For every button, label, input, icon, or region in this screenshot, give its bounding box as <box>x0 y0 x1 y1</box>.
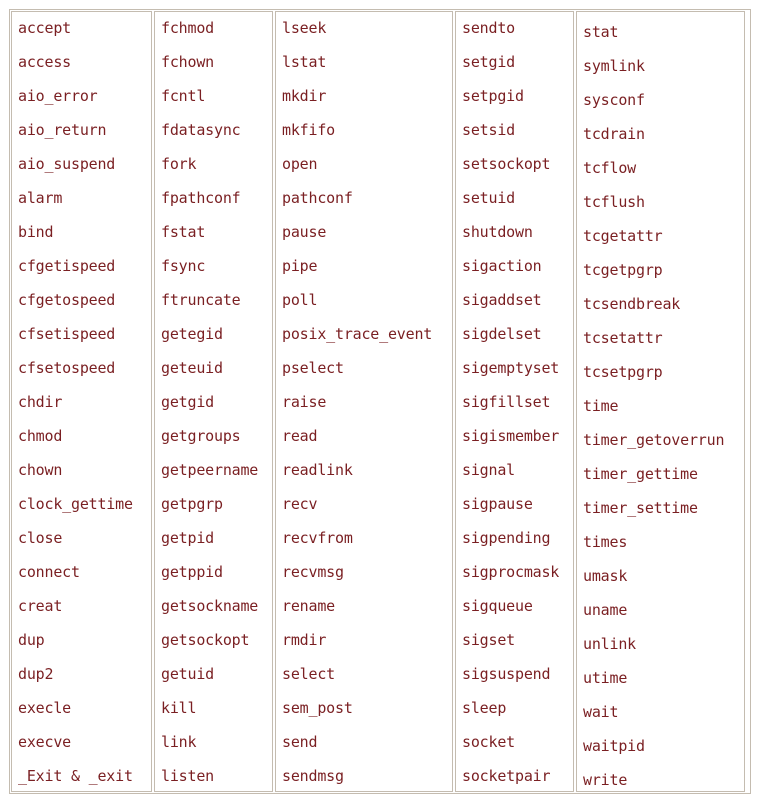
function-name-cell: cfgetospeed <box>18 291 116 309</box>
function-name-cell: cfsetospeed <box>18 359 116 377</box>
function-name-cell: fork <box>161 155 197 173</box>
table-column-4 <box>455 11 574 792</box>
function-name-cell: readlink <box>282 461 353 479</box>
function-name-cell: posix_trace_event <box>282 325 433 343</box>
function-name-cell: close <box>18 529 63 547</box>
function-name-cell: listen <box>161 767 214 785</box>
function-name-cell: access <box>18 53 71 71</box>
function-name-cell: sleep <box>462 699 507 717</box>
function-name-cell: mkdir <box>282 87 327 105</box>
function-name-cell: link <box>161 733 197 751</box>
function-name-cell: aio_return <box>18 121 107 139</box>
function-name-cell: signal <box>462 461 515 479</box>
function-name-cell: sigsuspend <box>462 665 551 683</box>
function-name-cell: getpid <box>161 529 214 547</box>
function-name-cell: sigpending <box>462 529 551 547</box>
function-name-cell: wait <box>583 703 619 721</box>
function-name-cell: open <box>282 155 318 173</box>
function-name-cell: socket <box>462 733 515 751</box>
function-name-cell: umask <box>583 567 628 585</box>
table-column-1 <box>11 11 152 792</box>
function-name-cell: _Exit & _exit <box>18 767 133 785</box>
function-name-cell: chown <box>18 461 63 479</box>
function-name-cell: sigaction <box>462 257 542 275</box>
function-name-cell: getuid <box>161 665 214 683</box>
function-name-cell: execle <box>18 699 71 717</box>
function-name-cell: lseek <box>282 19 327 37</box>
function-name-cell: fdatasync <box>161 121 241 139</box>
function-name-cell: sigset <box>462 631 515 649</box>
function-name-cell: getsockname <box>161 597 259 615</box>
function-name-cell: bind <box>18 223 54 241</box>
function-name-cell: sigismember <box>462 427 560 445</box>
function-name-cell: sigemptyset <box>462 359 560 377</box>
function-name-cell: sysconf <box>583 91 645 109</box>
function-name-cell: setgid <box>462 53 515 71</box>
function-name-cell: timer_gettime <box>583 465 698 483</box>
function-table <box>9 9 751 794</box>
function-name-cell: sigpause <box>462 495 533 513</box>
function-name-cell: sigqueue <box>462 597 533 615</box>
function-name-cell: dup <box>18 631 45 649</box>
function-name-cell: sendto <box>462 19 515 37</box>
function-name-cell: sem_post <box>282 699 353 717</box>
function-name-cell: sigdelset <box>462 325 542 343</box>
function-name-cell: tcgetpgrp <box>583 261 663 279</box>
function-name-cell: time <box>583 397 619 415</box>
function-name-cell: unlink <box>583 635 636 653</box>
function-name-cell: recvmsg <box>282 563 344 581</box>
function-name-cell: fchmod <box>161 19 214 37</box>
function-name-cell: getpeername <box>161 461 259 479</box>
function-name-cell: recv <box>282 495 318 513</box>
function-name-cell: setpgid <box>462 87 524 105</box>
function-name-cell: sigprocmask <box>462 563 560 581</box>
function-name-cell: sigfillset <box>462 393 551 411</box>
function-name-cell: clock_gettime <box>18 495 133 513</box>
function-name-cell: timer_settime <box>583 499 698 517</box>
function-name-cell: setsockopt <box>462 155 551 173</box>
function-name-cell: accept <box>18 19 71 37</box>
function-name-cell: fcntl <box>161 87 206 105</box>
function-name-cell: poll <box>282 291 318 309</box>
function-name-cell: execve <box>18 733 71 751</box>
function-name-cell: tcgetattr <box>583 227 663 245</box>
table-column-5 <box>576 11 745 792</box>
function-name-cell: stat <box>583 23 619 41</box>
function-name-cell: aio_suspend <box>18 155 116 173</box>
function-name-cell: uname <box>583 601 628 619</box>
function-name-cell: kill <box>161 699 197 717</box>
function-name-cell: raise <box>282 393 327 411</box>
function-name-cell: geteuid <box>161 359 223 377</box>
function-name-cell: alarm <box>18 189 63 207</box>
function-name-cell: pselect <box>282 359 344 377</box>
function-name-cell: write <box>583 771 628 789</box>
function-name-cell: pathconf <box>282 189 353 207</box>
table-column-3 <box>275 11 453 792</box>
function-name-cell: aio_error <box>18 87 98 105</box>
function-name-cell: times <box>583 533 628 551</box>
function-name-cell: utime <box>583 669 628 687</box>
function-name-cell: tcsendbreak <box>583 295 681 313</box>
function-name-cell: getgid <box>161 393 214 411</box>
function-name-cell: socketpair <box>462 767 551 785</box>
function-name-cell: mkfifo <box>282 121 335 139</box>
function-name-cell: tcflush <box>583 193 645 211</box>
table-column-2 <box>154 11 273 792</box>
function-name-cell: fsync <box>161 257 206 275</box>
function-name-cell: tcflow <box>583 159 636 177</box>
function-name-cell: fstat <box>161 223 206 241</box>
function-name-cell: getgroups <box>161 427 241 445</box>
function-name-cell: send <box>282 733 318 751</box>
function-name-cell: chmod <box>18 427 63 445</box>
function-name-cell: select <box>282 665 335 683</box>
function-name-cell: setuid <box>462 189 515 207</box>
function-name-cell: sendmsg <box>282 767 344 785</box>
function-name-cell: read <box>282 427 318 445</box>
function-name-cell: getppid <box>161 563 223 581</box>
function-name-cell: symlink <box>583 57 645 75</box>
function-name-cell: tcsetattr <box>583 329 663 347</box>
function-name-cell: pipe <box>282 257 318 275</box>
function-name-cell: rename <box>282 597 335 615</box>
function-name-cell: rmdir <box>282 631 327 649</box>
function-name-cell: fchown <box>161 53 214 71</box>
function-name-cell: tcdrain <box>583 125 645 143</box>
function-name-cell: pause <box>282 223 327 241</box>
function-name-cell: ftruncate <box>161 291 241 309</box>
function-name-cell: setsid <box>462 121 515 139</box>
function-name-cell: getsockopt <box>161 631 250 649</box>
function-name-cell: creat <box>18 597 63 615</box>
function-name-cell: fpathconf <box>161 189 241 207</box>
function-name-cell: getegid <box>161 325 223 343</box>
function-name-cell: dup2 <box>18 665 54 683</box>
function-name-cell: tcsetpgrp <box>583 363 663 381</box>
function-name-cell: waitpid <box>583 737 645 755</box>
function-name-cell: cfgetispeed <box>18 257 116 275</box>
function-name-cell: timer_getoverrun <box>583 431 725 449</box>
function-name-cell: lstat <box>282 53 327 71</box>
function-name-cell: connect <box>18 563 80 581</box>
function-name-cell: cfsetispeed <box>18 325 116 343</box>
function-name-cell: chdir <box>18 393 63 411</box>
function-name-cell: getpgrp <box>161 495 223 513</box>
function-name-cell: recvfrom <box>282 529 353 547</box>
function-name-cell: sigaddset <box>462 291 542 309</box>
function-name-cell: shutdown <box>462 223 533 241</box>
